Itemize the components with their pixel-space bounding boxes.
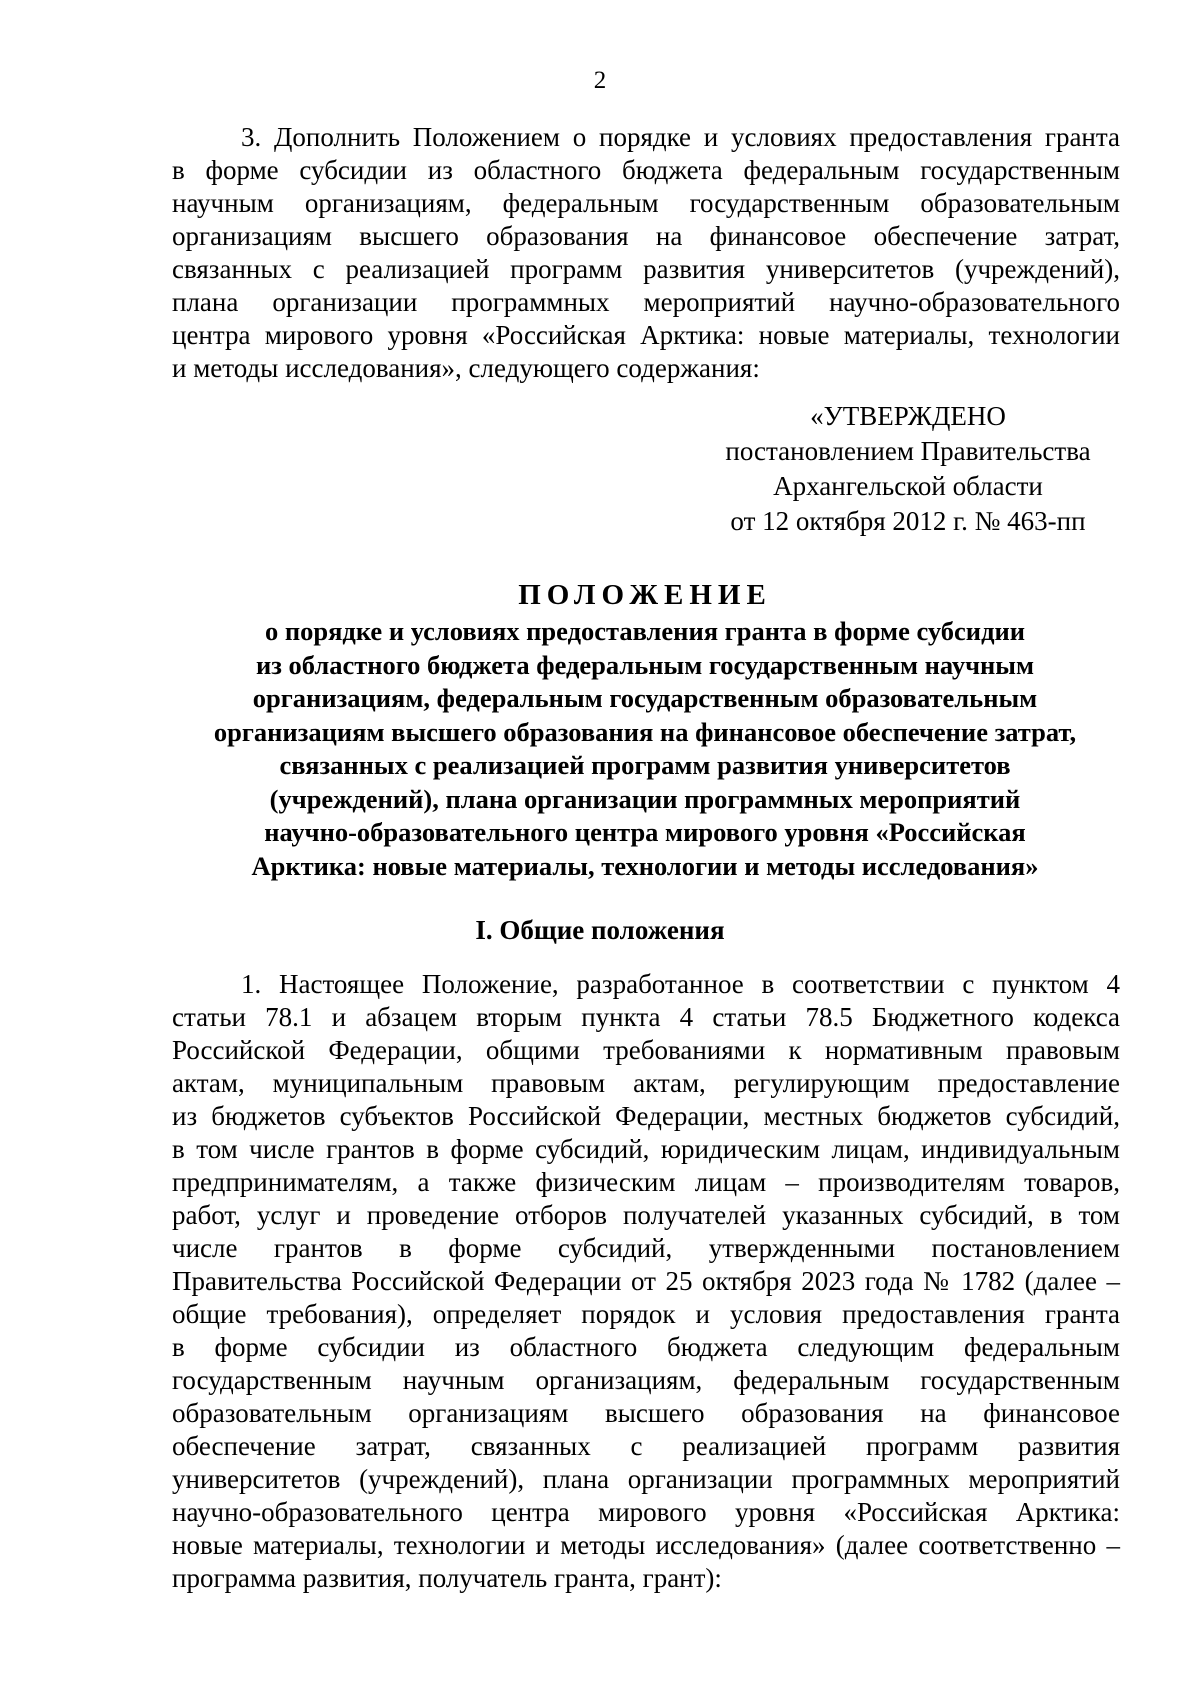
clause-1-line: научно-образовательного центра мирового уровня «Российская Арктика: <box>172 1497 1120 1527</box>
regulation-title-line: (учреждений), плана организации программных мероприятий <box>269 783 1021 814</box>
intro-paragraph-line: и методы исследования», следующего содержания: <box>172 353 760 383</box>
regulation-title-line: связанных с реализацией программ развития университетов <box>279 750 1011 780</box>
page-number: 2 <box>593 67 607 94</box>
section-heading: I. Общие положения <box>475 915 725 945</box>
regulation-title <box>160 578 1130 883</box>
intro-paragraph-line: центра мирового уровня «Российская Арктика: новые материалы, технологии <box>172 320 1120 350</box>
approval-stamp-line: «УТВЕРЖДЕНО <box>810 401 1006 431</box>
regulation-title-line: о порядке и условиях предоставления гранта в форме субсидии <box>264 616 1026 646</box>
clause-1-line: числе грантов в форме субсидий, утвержденными постановлением <box>172 1233 1120 1263</box>
clause-1-line: статьи 78.1 и абзацем вторым пункта 4 статьи 78.5 Бюджетного кодекса <box>172 1002 1120 1032</box>
clause-1-line: актам, муниципальным правовым актам, регулирующим предоставление <box>172 1068 1120 1098</box>
clause-1-line: Правительства Российской Федерации от 25 октября 2023 года № 1782 (далее – <box>172 1266 1120 1296</box>
clause-1-line: новые материалы, технологии и методы исследования» (далее соответственно – <box>172 1530 1120 1560</box>
clause-1-line: в форме субсидии из областного бюджета следующим федеральным <box>172 1332 1120 1362</box>
clause-1 <box>172 968 1120 1595</box>
intro-paragraph-line: в форме субсидии из областного бюджета федеральным государственным <box>172 155 1120 185</box>
clause-1-line: образовательным организациям высшего образования на финансовое <box>172 1398 1120 1428</box>
regulation-title-line: Арктика: новые материалы, технологии и методы исследования» <box>251 850 1039 881</box>
clause-1-line: программа развития, получатель гранта, грант): <box>172 1563 722 1593</box>
regulation-title-line: научно-образовательного центра мирового уровня «Российская <box>264 817 1026 847</box>
intro-paragraph-line: организациям высшего образования на финансовое обеспечение затрат, <box>172 221 1120 251</box>
clause-1-line: работ, услуг и проведение отборов получателей указанных субсидий, в том <box>172 1200 1120 1230</box>
intro-paragraph-line: научным организациям, федеральным государственным образовательным <box>172 188 1120 218</box>
approval-stamp-line: от 12 октября 2012 г. № 463-пп <box>730 506 1086 536</box>
clause-1-line: 1. Настоящее Положение, разработанное в соответствии с пунктом 4 <box>241 969 1120 999</box>
clause-1-line: общие требования), определяет порядок и условия предоставления гранта <box>172 1299 1120 1329</box>
clause-1-line: из бюджетов субъектов Российской Федерации, местных бюджетов субсидий, <box>172 1101 1120 1131</box>
clause-1-line: в том числе грантов в форме субсидий, юридическим лицам, индивидуальным <box>172 1134 1120 1164</box>
approval-stamp-line: постановлением Правительства <box>725 436 1091 466</box>
approval-stamp <box>690 399 1126 539</box>
regulation-title-line: из областного бюджета федеральным государственным научным <box>255 649 1035 680</box>
intro-paragraph <box>172 121 1120 385</box>
intro-paragraph-line: 3. Дополнить Положением о порядке и условиях предоставления гранта <box>241 122 1120 152</box>
approval-stamp-line: Архангельской области <box>773 471 1043 501</box>
intro-paragraph-line: связанных с реализацией программ развития университетов (учреждений), <box>172 254 1120 284</box>
clause-1-line: обеспечение затрат, связанных с реализацией программ развития <box>172 1431 1120 1461</box>
clause-1-line: предпринимателям, а также физическим лицам – производителям товаров, <box>172 1167 1120 1197</box>
regulation-title-line: организациям, федеральным государственным образовательным <box>252 683 1038 713</box>
clause-1-line: университетов (учреждений), плана организации программных мероприятий <box>172 1464 1120 1494</box>
clause-1-line: Российской Федерации, общими требованиями к нормативным правовым <box>172 1035 1120 1065</box>
intro-paragraph-line: плана организации программных мероприятий научно-образовательного <box>172 287 1120 317</box>
clause-1-line: государственным научным организациям, федеральным государственным <box>172 1365 1120 1395</box>
regulation-title-line: организациям высшего образования на финансовое обеспечение затрат, <box>213 716 1077 747</box>
regulation-title-main: ПОЛОЖЕНИЕ <box>518 579 772 611</box>
